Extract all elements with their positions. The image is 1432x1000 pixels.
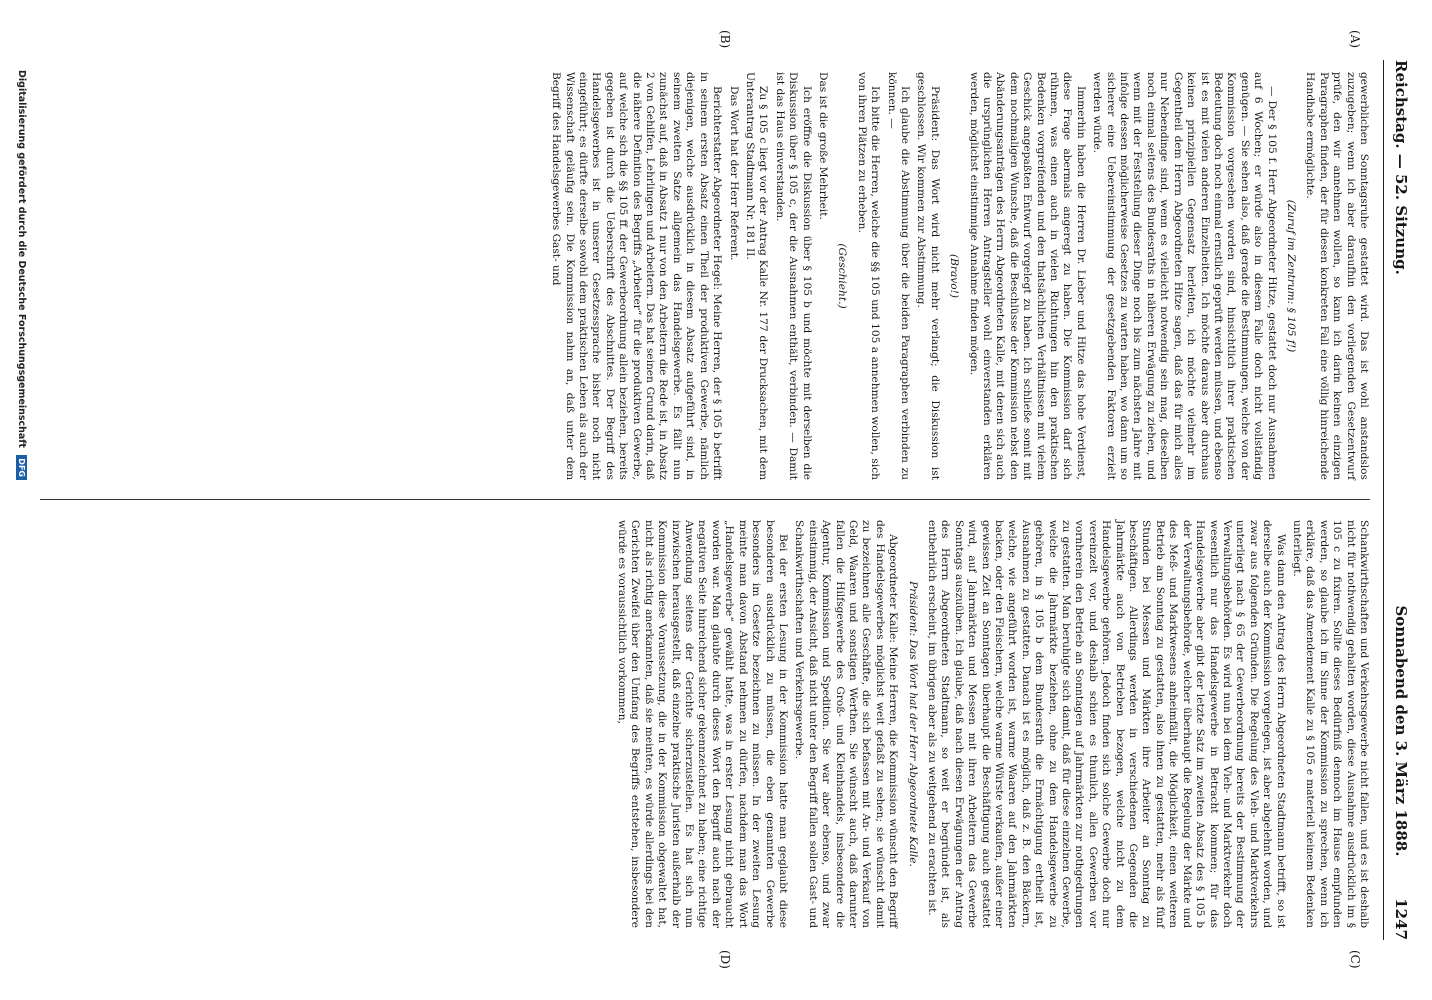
header-right	[1392, 605, 1410, 940]
paragraph-president: Präsident: Das Wort wird nicht mehr verlangt; die Diskussion ist geschlossen. Wir kommen zur Abstimmung.	[915, 72, 941, 480]
right-column	[612, 520, 1370, 928]
header-left: Reichstag. — 52. Sitzung.	[1392, 60, 1410, 275]
column-divider	[40, 499, 1370, 500]
paragraph: Schankwirthschaften und Verkehrsgewerbe nicht fallen, und es ist deshalb nicht für nothwendig gehalten worden, diese Ausnahme ausdrücklich im § 105 c zu fixiren. Sollte dieses Bedürfniß dennoch im Hause empfunden werden, so glaube ich im Sinne der Kommission zu sprechen, wenn ich erkläre, daß das Amendement Kalle zu § 105 e materiell keinem Bedenken unterliegt.	[1290, 520, 1370, 928]
page-number: 1247	[1392, 898, 1410, 940]
page-header	[1383, 60, 1418, 940]
interjection: (Zuruf im Zentrum: § 105 f!)	[1284, 199, 1297, 353]
paragraph-president: Präsident: Das Wort hat der Herr Abgeordnete Kalle.	[906, 581, 919, 867]
left-column	[546, 72, 1370, 480]
paragraph: Das ist die große Mehrheit.	[816, 72, 829, 220]
margin-marker-c: (C)	[1348, 950, 1362, 969]
digitization-footer	[16, 70, 27, 930]
paragraph: Das Wort hat der Herr Referent.	[727, 86, 740, 261]
paragraph-speech: Berichterstatter Abgeordneter Hegel: Meine Herren, der § 105 b betrifft in seinem ersten Absatz einen Theil der produktiven Gewerbe, nämlich diejenigen, welche ausdrücklich in diesem Absatz aufgeführt sind, in seinem zweiten Satze allgemein das Handelsgewerbe. Es fällt nun zunächst auf, daß in Absatz 1 nur von den Arbeitern die Rede ist, in Absatz 2 von Gehilfen, Lehrlingen und Arbeitern. Das hat seinen Grund darin, daß die nähere Definition des Begriffs „Arbeiter“ für die produktiven Gewerbe, auf welche sich die §§ 105 ff. der Gewerbeordnung allein beziehen, bereits gegeben ist durch die Ueberschrift des Abschnittes. Der Begriff des Handelsgewerbes ist in unserer Gesetzessprache bisher noch nicht eingeführt; es dürfte derselbe sowohl dem praktischen Leben als auch der Wissenschaft geläufig sein. Die Kommission nahm an, daß unter dem Begriff des Handelsgewerbes Gast- und	[550, 72, 724, 480]
interjection: (Geschieht.)	[836, 243, 849, 309]
paragraph: Ich eröffne die Diskussion über § 105 b und möchte mit derselben die Diskussion über § 105 c, der die Ausnahmen enthält, verbinden. — Damit ist das Haus einverstanden.	[773, 72, 813, 480]
paragraph: Was dann den Antrag des Herrn Abgeordneten Stadtmann betrifft, so ist derselbe auch der Kommission vorgelegen, ist aber abgelehnt worden, und zwar aus folgenden Gründen. Die Regelung des Vieh- und Marktverkehrs unterliegt nach § 65 der Gewerbeordnung bereits der Bestimmung der Verwaltungsbehörden. Es wird nun bei dem Vieh- und Marktverkehr doch wesentlich nur das Handelsgewerbe in Betracht kommen; für das Handelsgewerbe aber gibt der letzte Satz im zweiten Absatz des § 105 b der Verwaltungsbehörde, welcher überhaupt die Regelung der Märkte und des Meß- und Marktwesens anheimfällt, die Möglichkeit, einen weiteren Betrieb am Sonntag zu gestatten, also ihnen zu gestatten, mehr als fünf Stunden bei Messen und Märkten ihre Arbeiter an Sonntag zu beschäftigen. Allerdings werden in verschiedenen Gegenden die Jahrmärkte auch von Betrieben bezogen, welche nicht zu dem Handelsgewerbe gehören. Jedoch finden sich solche Gewerbe doch nur vereinzelt vor, und deshalb schien es thunlich, allen Gewerben vor vornherein den Betrieb an Sonntagen auf Jahrmärkten zur nothgedrungen zu gestatten. Man beruhigte sich damit, daß für diese einzelnen Gewerbe, welche die Jahrmärkte beziehen, ohne zu dem Handelsgewerbe zu gehören, in § 105 b dem Bundesrath die Ermächtigung ertheilt ist, Ausnahmen zu gestatten. Danach ist es möglich, daß z. B. den Bäckern, welche, wie angeführt worden ist, warme Waaren auf den Jahrmärkten backen, oder den Fleischern, welche warme Würste verkaufen, außer einer gewissen Zeit an Sonntagen überhaupt die Beschäftigung auch gestattet wird, auf Jahrmärkten und Messen mit ihren Arbeitern das Gewerbe Sonntags auszuüben. Ich glaube, daß nach diesen Erwägungen der Antrag des Herrn Abgeordneten Stadtmann, so weit er begründet ist, als entbehrlich erscheint, im übrigen aber als zu weitgehend zu erachten ist.	[926, 520, 1287, 928]
paragraph: Zu § 105 c liegt vor der Antrag Kalle Nr. 177 der Drucksachen, mit dem Unterantrag Stadtmann Nr. 181 II.	[743, 72, 770, 480]
dfg-logo: DFG	[16, 455, 27, 480]
interjection: (Bravo!)	[948, 253, 961, 299]
paragraph: gewerblichen Sonntagsruhe gestattet wird. Das ist wohl anstandslos zuzugeben; wenn ich aber daraufhin den vorliegenden Gesetzentwurf prüfe, den wir annehmen wollen, so kann ich darin keinen einzigen Paragraphen finden, der für diesen konkreten Fall eine völlig hinreichende Handhabe ermöglichte.	[1304, 72, 1370, 480]
paragraph: Bei der ersten Lesung in der Kommission hatte man geglaubt diese besonderen ausdrücklich zu müssen, die eben genannten Gewerbe besonders im Gesetze bezeichnen zu müssen. In der zweiten Lesung meinte man davon Abstand nehmen zu dürfen, nachdem man das Wort „Handelsgewerbe“ gewählt hatte, was in erster Lesung nicht gebraucht worden war. Man glaubte durch dieses Wort den Begriff auch nach der negativen Seite hinreichend sicher gekennzeichnet zu haben; eine richtige Anwendung seitens der Gerichte sicherzustellen. Es hat sich nun inzwischen herausgestellt, daß einzelne praktische Juristen außerhalb der Kommission diese Voraussetzung, die in der Kommission obgewaltet hat, nicht als richtig anerkannten, daß sie meinten, es würde allerdings bei den Gerichten Zweifel über den Umfang des Begriffs entstehen, insbesondere würde es voraussichtlich vorkommen,	[616, 520, 789, 928]
paragraph: Ich glaube die Abstimmung über die beiden Paragraphen verbinden zu können. —	[885, 72, 911, 480]
header-date: Sonnabend den 3. März 1888.	[1392, 605, 1410, 857]
footer-text: Digitalisierung gefördert durch die Deutsche Forschungsgemeinschaft	[16, 70, 27, 448]
margin-marker-d: (D)	[718, 950, 732, 969]
paragraph: Immerhin haben die Herren Dr. Lieber und Hitze das hohe Verdienst, diese Frage abermals angeregt zu haben. Die Kommission darf sich rühmen, was einen auch in vielen Richtungen hin den praktischen Bedenken vorgreifenden und den thatsächlichen Verhältnissen mit vielem Geschick angepaßten Entwurf vorgelegt zu haben. Ich schließe somit mit dem nochmaligen Wunsche, daß die Beschlüsse der Kommission nebst den Abänderungsanträgen des Herrn Abgeordneten Kalle, mit denen sich auch die ursprünglichen Herren Antragsteller wohl einverstanden erklären werden, möglichst einstimmige Annahme finden mögen.	[967, 72, 1087, 480]
paragraph: — Der § 105 f. Herr Abgeordneter Hitze, gestattet doch nur Ausnahmen auf 6 Wochen; er würde also in diesem Falle doch nicht vollständig genügen. — Sie sehen also, daß gerade die Bestimmungen, welche von der Kommission vorgesehen worden sind, hinsichtlich ihrer praktischen Bedeutung doch noch einmal ernstlich geprüft werden müssen, und ebenso ist es mit vielen anderen Einzelheiten. Ich möchte daraus aber durchaus keinen prinzipiellen Gegensatz herleiten, ich möchte vielmehr im Gegentheil dem Herrn Abgeordneten Hitze sagen, daß das für mich alles nur Nebendinge sind, wenn es vielleicht notwendig sein mag, dieselben noch einmal seitens des Bundesraths in näheren Erwägung zu ziehen, und wenn mit der Feststellung dieser Dinge noch bis zum nächsten Jahre mit infolge dessen möglicherweise Gesetzes zu warten haben, wo dann um so sicherer eine Uebereinstimmung der gesetzgebenden Faktoren erzielt werden würde.	[1091, 72, 1278, 480]
paragraph-speech: Abgeordneter Kalle: Meine Herren, die Kommission wünscht den Begriff des Handelsgewerbes möglichst weit gefaßt zu sehen; sie wünscht damit zu bezeichnen alle Geschäfte, die sich befassen mit An- und Verkauf von Geld, Waaren und sonstigen Werthen. Sie wünscht auch, daß darunter fallen die Hilfsgewerbe des Groß- und Kleinhandels, insbesondere die Agentur, Kommission und Spedition. Sie war aber ebenso, und zwar einstimmig, der Ansicht, daß nicht unter den Begriff fallen sollen Gast- und Schankwirthschaften und Verkehrsgewerbe.	[793, 520, 900, 928]
margin-marker-a: (A)	[1348, 30, 1362, 49]
margin-marker-b: (B)	[718, 30, 732, 49]
paragraph: Ich bitte die Herren, welche die §§ 105 und 105 a annehmen wollen, sich von ihren Plätzen zu erheben.	[855, 72, 882, 480]
